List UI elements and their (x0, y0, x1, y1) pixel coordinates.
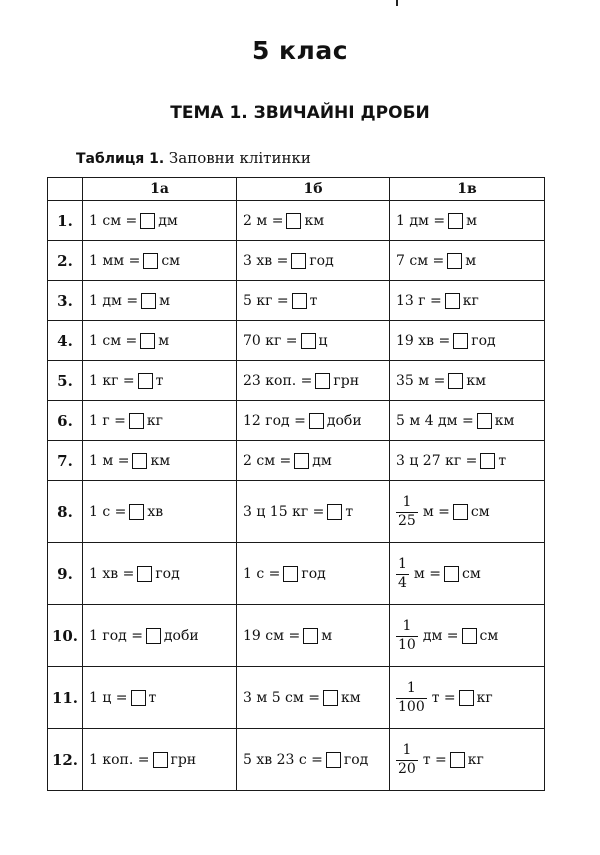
cell-1b (237, 605, 390, 667)
row-number: 12. (48, 729, 83, 791)
conversion-expression (89, 628, 199, 644)
conversion-expression (396, 495, 490, 529)
conversion-expression (89, 453, 170, 469)
expression-left: 1 см = (89, 332, 138, 349)
answer-box[interactable] (323, 690, 338, 706)
target-unit: дм (158, 212, 178, 229)
expression-left: 1 кг = (89, 372, 135, 389)
column-header-1a: 1а (83, 178, 237, 201)
cell-1a (83, 481, 237, 543)
cell-1a (83, 321, 237, 361)
cell-1b (237, 401, 390, 441)
conversion-expression (396, 619, 498, 653)
row-number: 9. (48, 543, 83, 605)
row-number: 2. (48, 241, 83, 281)
expression-left: 5 м 4 дм = (396, 412, 474, 429)
target-unit: год (155, 565, 180, 582)
expression-left: 19 хв = (396, 332, 451, 349)
answer-box[interactable] (480, 453, 495, 469)
answer-box[interactable] (450, 752, 465, 768)
answer-box[interactable] (138, 373, 153, 389)
conversion-expression (89, 253, 180, 269)
cell-1b (237, 241, 390, 281)
answer-box[interactable] (294, 453, 309, 469)
expression-left: 7 см = (396, 252, 445, 269)
target-unit: м (465, 252, 477, 269)
answer-box[interactable] (291, 253, 306, 269)
cell-1b (237, 667, 390, 729)
answer-box[interactable] (283, 566, 298, 582)
target-unit: ц (318, 332, 328, 349)
target-unit: км (340, 689, 361, 706)
cell-1b (237, 281, 390, 321)
expression-left: 1 дм = (396, 212, 446, 229)
conversion-expression (396, 293, 479, 309)
page-edge-mark (396, 0, 398, 6)
table-row (48, 667, 545, 729)
cell-1b (237, 201, 390, 241)
expression-left: 1 коп. = (89, 751, 150, 768)
expression-left: 1 г = (89, 412, 126, 429)
expression-left: м = (422, 504, 450, 520)
expression-left: 3 м 5 см = (243, 689, 320, 706)
conversion-expression (396, 743, 484, 777)
cell-1v (390, 401, 545, 441)
conversion-expression (89, 213, 178, 229)
fraction (396, 619, 418, 653)
expression-left: 1 м = (89, 452, 130, 469)
cell-1a (83, 201, 237, 241)
expression-left: 70 кг = (243, 332, 298, 349)
answer-box[interactable] (129, 413, 144, 429)
expression-left: 1 хв = (89, 565, 135, 582)
column-header-number (48, 178, 83, 201)
target-unit: доби (326, 412, 362, 429)
answer-box[interactable] (286, 213, 301, 229)
expression-left: т = (431, 690, 456, 706)
expression-left: 5 кг = (243, 292, 289, 309)
conversion-expression (243, 752, 368, 768)
cell-1b (237, 481, 390, 543)
answer-box[interactable] (153, 752, 168, 768)
answer-box[interactable] (453, 504, 468, 520)
cell-1v (390, 241, 545, 281)
cell-1v (390, 667, 545, 729)
cell-1a (83, 605, 237, 667)
answer-box[interactable] (146, 628, 161, 644)
conversion-expression (396, 213, 477, 229)
expression-left: 12 год = (243, 412, 306, 429)
cell-1v (390, 481, 545, 543)
cell-1v (390, 321, 545, 361)
row-number: 4. (48, 321, 83, 361)
table-row (48, 361, 545, 401)
conversion-expression (89, 333, 169, 349)
answer-box[interactable] (143, 253, 158, 269)
fraction (396, 743, 418, 777)
conversion-expression (243, 413, 362, 429)
topic-title: ТЕМА 1. ЗВИЧАЙНІ ДРОБИ (170, 103, 430, 123)
cell-1a (83, 401, 237, 441)
expression-left: 3 ц 27 кг = (396, 452, 478, 469)
answer-box[interactable] (448, 373, 463, 389)
row-number: 1. (48, 201, 83, 241)
table-row (48, 605, 545, 667)
table-row (48, 481, 545, 543)
cell-1v (390, 605, 545, 667)
expression-left: т = (422, 752, 447, 768)
expression-left: 2 м = (243, 212, 284, 229)
cell-1a (83, 281, 237, 321)
fraction-numerator: 1 (406, 680, 416, 697)
answer-box[interactable] (140, 213, 155, 229)
cell-1a (83, 361, 237, 401)
expression-left: 5 хв 23 с = (243, 751, 323, 768)
expression-left: 1 с = (89, 503, 127, 520)
conversion-expression (396, 333, 496, 349)
fraction (396, 495, 418, 529)
expression-left: 2 см = (243, 452, 292, 469)
target-unit: м (321, 627, 333, 644)
fraction-numerator: 1 (402, 618, 412, 635)
conversion-expression (243, 213, 324, 229)
target-unit: т (498, 452, 507, 469)
answer-box[interactable] (131, 690, 146, 706)
table-caption (76, 149, 311, 167)
conversion-expression (243, 333, 328, 349)
target-unit: кг (462, 292, 479, 309)
conversion-expression (89, 566, 180, 582)
cell-1b (237, 321, 390, 361)
answer-box[interactable] (303, 628, 318, 644)
target-unit: см (479, 628, 499, 644)
cell-1a (83, 667, 237, 729)
target-unit: т (148, 689, 157, 706)
answer-box[interactable] (477, 413, 492, 429)
fraction-denominator: 20 (398, 760, 416, 777)
table-row (48, 281, 545, 321)
conversion-expression (396, 253, 476, 269)
fraction-denominator: 25 (398, 512, 416, 529)
answer-box[interactable] (301, 333, 316, 349)
conversion-expression (396, 373, 486, 389)
target-unit: т (155, 372, 164, 389)
cell-1b (237, 543, 390, 605)
fraction-numerator: 1 (398, 556, 407, 573)
answer-box[interactable] (444, 566, 459, 582)
fraction (396, 681, 427, 715)
conversion-expression (243, 373, 359, 389)
table-row (48, 201, 545, 241)
target-unit: км (494, 412, 515, 429)
cell-1b (237, 441, 390, 481)
table-row (48, 543, 545, 605)
conversion-expression (89, 690, 156, 706)
fraction (396, 557, 409, 591)
answer-box[interactable] (326, 752, 341, 768)
expression-left: 1 с = (243, 565, 281, 582)
answer-box[interactable] (448, 213, 463, 229)
answer-box[interactable] (141, 293, 156, 309)
expression-left: 1 см = (89, 212, 138, 229)
conversion-expression (243, 566, 326, 582)
expression-left: 23 коп. = (243, 372, 313, 389)
conversion-expression (396, 681, 493, 715)
target-unit: м (466, 212, 477, 229)
fraction-denominator: 100 (398, 698, 425, 715)
expression-left: 1 ц = (89, 689, 128, 706)
table-caption-label: Таблиця 1. (76, 151, 165, 167)
expression-left: 1 дм = (89, 292, 139, 309)
fraction-numerator: 1 (402, 494, 412, 511)
row-number: 10. (48, 605, 83, 667)
target-unit: грн (170, 751, 197, 768)
table-row (48, 321, 545, 361)
table-caption-text: Заповни клітинки (168, 149, 311, 167)
answer-box[interactable] (453, 333, 468, 349)
target-unit: т (309, 292, 318, 309)
expression-left: 35 м = (396, 372, 446, 389)
exercise-table (47, 177, 545, 791)
cell-1v (390, 361, 545, 401)
conversion-expression (243, 293, 317, 309)
expression-left: дм = (422, 628, 459, 644)
conversion-expression (89, 413, 163, 429)
table-row (48, 441, 545, 481)
target-unit: м (159, 292, 170, 309)
target-unit: год (343, 751, 369, 768)
table-row (48, 241, 545, 281)
conversion-expression (243, 504, 353, 520)
expression-left: 1 год = (89, 627, 143, 644)
answer-box[interactable] (309, 413, 324, 429)
target-unit: кг (467, 752, 484, 768)
conversion-expression (243, 453, 332, 469)
conversion-expression (89, 373, 163, 389)
answer-box[interactable] (129, 504, 144, 520)
expression-left: 3 ц 15 кг = (243, 503, 325, 520)
column-header-1b: 1б (237, 178, 390, 201)
grade-title: 5 клас (251, 36, 349, 65)
cell-1b (237, 729, 390, 791)
cell-1a (83, 441, 237, 481)
fraction-denominator: 10 (398, 636, 416, 653)
target-unit: дм (312, 452, 332, 469)
conversion-expression (396, 557, 481, 591)
target-unit: год (301, 565, 326, 582)
table-row (48, 729, 545, 791)
conversion-expression (89, 293, 170, 309)
answer-box[interactable] (292, 293, 307, 309)
target-unit: км (466, 372, 486, 389)
row-number: 11. (48, 667, 83, 729)
cell-1b (237, 361, 390, 401)
target-unit: год (471, 332, 496, 349)
cell-1v (390, 543, 545, 605)
cell-1a (83, 241, 237, 281)
target-unit: см (470, 504, 490, 520)
target-unit: доби (163, 627, 199, 644)
row-number: 5. (48, 361, 83, 401)
answer-box[interactable] (445, 293, 460, 309)
target-unit: км (304, 212, 325, 229)
target-unit: см (462, 566, 481, 582)
cell-1v (390, 281, 545, 321)
conversion-expression (396, 413, 514, 429)
target-unit: хв (147, 503, 164, 520)
answer-box[interactable] (132, 453, 147, 469)
target-unit: м (158, 332, 170, 349)
conversion-expression (89, 504, 163, 520)
row-number: 6. (48, 401, 83, 441)
target-unit: т (345, 503, 354, 520)
table-row (48, 401, 545, 441)
target-unit: см (161, 252, 181, 269)
cell-1v (390, 441, 545, 481)
column-header-1v: 1в (390, 178, 545, 201)
cell-1v (390, 729, 545, 791)
expression-left: 19 см = (243, 627, 301, 644)
fraction-denominator: 4 (398, 574, 407, 591)
cell-1a (83, 543, 237, 605)
expression-left: 13 г = (396, 292, 442, 309)
target-unit: кг (146, 412, 163, 429)
target-unit: км (150, 452, 171, 469)
conversion-expression (243, 690, 361, 706)
target-unit: год (309, 252, 334, 269)
cell-1a (83, 729, 237, 791)
answer-box[interactable] (140, 333, 155, 349)
answer-box[interactable] (137, 566, 152, 582)
row-number: 8. (48, 481, 83, 543)
expression-left: м = (413, 566, 441, 582)
answer-box[interactable] (462, 628, 477, 644)
conversion-expression (396, 453, 506, 469)
row-number: 3. (48, 281, 83, 321)
row-number: 7. (48, 441, 83, 481)
conversion-expression (89, 752, 196, 768)
expression-left: 3 хв = (243, 252, 289, 269)
conversion-expression (243, 628, 332, 644)
answer-box[interactable] (459, 690, 474, 706)
answer-box[interactable] (315, 373, 330, 389)
target-unit: грн (333, 372, 360, 389)
cell-1v (390, 201, 545, 241)
target-unit: кг (476, 690, 493, 706)
table-header-row (48, 178, 545, 201)
expression-left: 1 мм = (89, 252, 141, 269)
fraction-numerator: 1 (402, 742, 412, 759)
answer-box[interactable] (447, 253, 462, 269)
conversion-expression (243, 253, 334, 269)
answer-box[interactable] (327, 504, 342, 520)
